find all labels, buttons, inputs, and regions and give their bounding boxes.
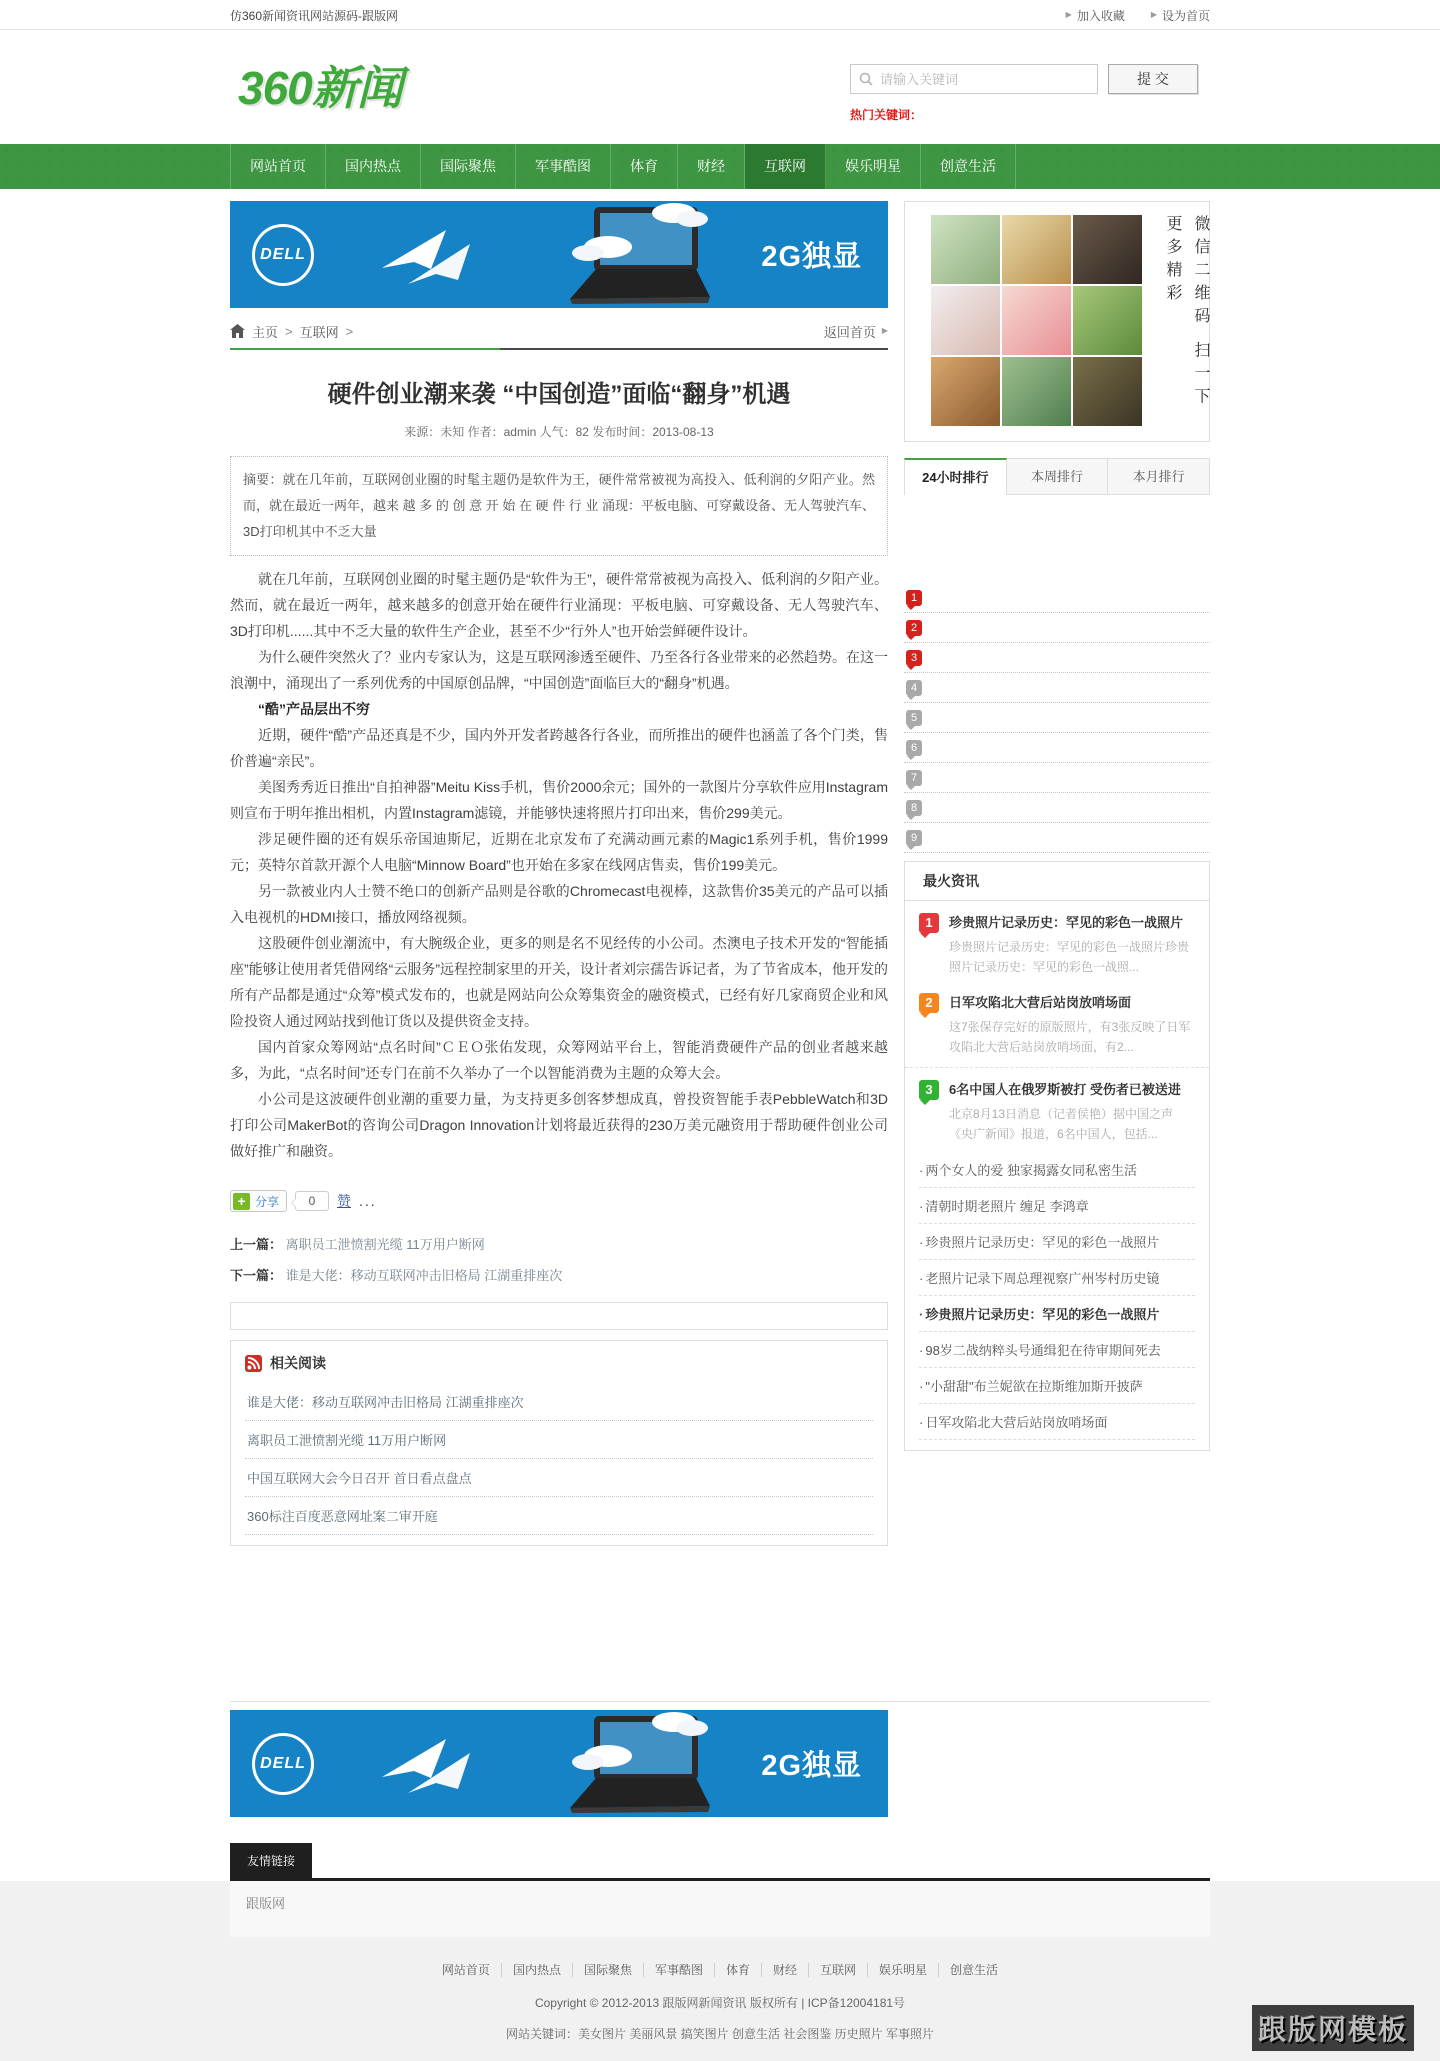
footer-nav-internet[interactable]: 互联网 bbox=[808, 1963, 867, 1977]
sidebar bbox=[904, 201, 1210, 1451]
tab-week-ranking[interactable]: 本周排行 bbox=[1007, 458, 1109, 495]
add-favorite-link[interactable] bbox=[1066, 7, 1125, 24]
prev-label: 上一篇： bbox=[230, 1237, 283, 1252]
photo-thumbnail[interactable] bbox=[931, 215, 1000, 284]
ranking-item[interactable] bbox=[904, 733, 1210, 763]
ranking-item[interactable] bbox=[904, 823, 1210, 853]
share-row bbox=[230, 1190, 888, 1212]
article-paragraph: 另一款被业内人士赞不绝口的创新产品则是谷歌的Chromecast电视棒，这款售价35美元的产品可以插入电视机的HDMI接口，播放网络视频。 bbox=[230, 883, 888, 925]
tab-month-ranking[interactable]: 本月排行 bbox=[1108, 458, 1210, 495]
hot-news-item bbox=[905, 1067, 1209, 1148]
related-link[interactable]: 中国互联网大会今日召开 首日看点盘点 bbox=[245, 1459, 873, 1497]
article-paragraph: 这股硬件创业潮流中，有大腕级企业，更多的则是名不见经传的小公司。杰澳电子技术开发的“智能插座”能够让使用者凭借网络“云服务”远程控制家里的开关，设计者刘宗孺告诉记者，为了节省成本，他开发的所有产品都是通过“众筹”模式发布的，也就是网站向公众筹集资金的融资模式，已经有好几家商贸企业和风险投资人通过网站找到他订货以及提供资金支持。 bbox=[230, 935, 888, 1029]
paper-planes-icon bbox=[374, 1733, 494, 1795]
ranking-item[interactable] bbox=[904, 673, 1210, 703]
hot-news-link[interactable]: · 珍贵照片记录历史：罕见的彩色一战照片 bbox=[919, 1224, 1195, 1260]
ranking-tabs bbox=[904, 458, 1210, 495]
arrow-right-icon: ▶ bbox=[1065, 10, 1072, 19]
photo-thumbnail[interactable] bbox=[1073, 286, 1142, 355]
rank-badge: 3 bbox=[919, 1080, 939, 1100]
hot-news-link[interactable]: · 珍贵照片记录历史：罕见的彩色一战照片 bbox=[919, 1296, 1195, 1332]
hot-news-desc: 北京8月13日消息（记者侯艳）据中国之声《央广新闻》报道，6名中国人，包括... bbox=[949, 1107, 1174, 1141]
back-home-link[interactable] bbox=[824, 322, 888, 341]
dell-ad-banner-top[interactable] bbox=[230, 201, 888, 308]
main-nav bbox=[0, 144, 1440, 189]
header bbox=[0, 30, 1440, 144]
hot-news-link[interactable]: · 清朝时期老照片 缠足 李鸿章 bbox=[919, 1188, 1195, 1224]
ranking-item[interactable] bbox=[904, 643, 1210, 673]
rank-badge: 1 bbox=[919, 913, 939, 933]
hot-news-link[interactable]: 日军攻陷北大营后站岗放哨场面 bbox=[949, 995, 1132, 1010]
laptop-cloud-graphic bbox=[524, 203, 734, 307]
rank-badge: 9 bbox=[906, 830, 922, 846]
page-footer bbox=[0, 1937, 1440, 2042]
photo-thumbnail[interactable] bbox=[1073, 215, 1142, 284]
nav-item-home[interactable]: 网站首页 bbox=[230, 144, 326, 189]
share-more[interactable]: ... bbox=[359, 1193, 377, 1209]
share-label: 分享 bbox=[255, 1194, 280, 1209]
hot-news-link-list bbox=[905, 1148, 1209, 1450]
related-title: 相关阅读 bbox=[270, 1355, 326, 1371]
footer-nav-military[interactable]: 军事酷图 bbox=[643, 1963, 714, 1977]
banner-slogan: 2G独显 bbox=[761, 241, 862, 273]
nav-item-finance[interactable]: 财经 bbox=[678, 144, 745, 189]
page-bottom bbox=[0, 1881, 1440, 2061]
search-box bbox=[850, 64, 1098, 94]
nav-item-sports[interactable]: 体育 bbox=[611, 144, 678, 189]
comment-box[interactable] bbox=[230, 1302, 888, 1330]
hot-news-item bbox=[905, 901, 1209, 981]
rank-badge: 2 bbox=[906, 620, 922, 636]
ranking-item[interactable] bbox=[904, 703, 1210, 733]
copyright: Copyright © 2012-2013 跟版网新闻资讯 版权所有 | ICP备12004181号 bbox=[534, 1996, 906, 2010]
ranking-item[interactable] bbox=[904, 793, 1210, 823]
like-link[interactable]: 赞 bbox=[337, 1193, 352, 1209]
article-paragraph: 为什么硬件突然火了？业内专家认为，这是互联网渗透至硬件、乃至各行各业带来的必然趋势。在这一浪潮中，涌现出了一系列优秀的中国原创品牌，“中国创造”面临巨大的“翻身”机遇。 bbox=[230, 649, 888, 691]
hottest-news-title: 最火资讯 bbox=[905, 862, 1209, 901]
search-input[interactable] bbox=[880, 72, 1089, 87]
hot-news-link[interactable]: 珍贵照片记录历史：罕见的彩色一战照片 bbox=[949, 915, 1184, 930]
article-paragraph: 小公司是这波硬件创业潮的重要力量，为支持更多创客梦想成真，曾投资智能手表PebbleWatch和3D打印公司MakerBot的咨询公司Dragon Innovation计划将最近获得的230万美元融资用于帮助硬件创业公司做好推广和融资。 bbox=[230, 1091, 888, 1159]
photo-thumbnail[interactable] bbox=[1073, 357, 1142, 426]
related-link[interactable]: 360标注百度恶意网址案二审开庭 bbox=[245, 1497, 873, 1535]
friend-links-box bbox=[230, 1881, 1210, 1937]
share-plus-icon: + bbox=[233, 1193, 250, 1210]
article-paragraph: 涉足硬件圈的还有娱乐帝国迪斯尼，近期在北京发布了充满动画元素的Magic1系列手机，售价1999元；英特尔首款开源个人电脑“Minnow Board”也开始在多家在线网店售卖，售价199美元。 bbox=[230, 831, 888, 873]
hot-news-desc: 这7张保存完好的原版照片，有3张反映了日军攻陷北大营后站岗放哨场面，有2... bbox=[949, 1020, 1191, 1054]
breadcrumb-underline bbox=[230, 348, 888, 350]
article-paragraph: 就在几年前，互联网创业圈的时髦主题仍是“软件为王”，硬件常常被视为高投入、低利润的夕阳产业。然而，就在最近一两年，越来越多的创意开始在硬件行业涌现：平板电脑、可穿戴设备、无人驾驶汽车、3D打印机......其中不乏大量的软件生产企业，甚至不少“行外人”也开始尝鲜硬件设计。 bbox=[230, 571, 888, 639]
rss-icon bbox=[245, 1355, 262, 1372]
article-body bbox=[230, 566, 888, 1164]
friend-links-header bbox=[230, 1843, 1210, 1881]
photo-thumbnail[interactable] bbox=[1002, 215, 1071, 284]
dell-ad-banner-bottom[interactable] bbox=[230, 1710, 888, 1817]
nav-item-international[interactable]: 国际聚焦 bbox=[421, 144, 516, 189]
breadcrumb bbox=[230, 314, 888, 348]
footer-nav-domestic[interactable]: 国内热点 bbox=[501, 1963, 572, 1977]
search-submit-button[interactable]: 提 交 bbox=[1108, 64, 1198, 94]
share-button[interactable] bbox=[230, 1190, 287, 1212]
hot-news-item bbox=[905, 981, 1209, 1061]
genban-watermark: 跟版网模板 bbox=[1252, 2005, 1414, 2051]
rank-badge: 4 bbox=[906, 680, 922, 696]
topbar bbox=[0, 0, 1440, 30]
breadcrumb-separator: > bbox=[345, 323, 354, 339]
rank-badge: 3 bbox=[906, 650, 922, 666]
footer-nav bbox=[0, 1937, 1440, 1978]
related-link[interactable]: 离职员工泄愤割光缆 11万用户断网 bbox=[245, 1421, 873, 1459]
ranking-item[interactable] bbox=[904, 583, 1210, 613]
friend-link-genban[interactable]: 跟版网 bbox=[246, 1896, 286, 1911]
footer-nav-entertainment[interactable]: 娱乐明星 bbox=[867, 1963, 938, 1977]
related-reading bbox=[230, 1340, 888, 1546]
hot-news-link[interactable]: · 老照片记录下周总理视察广州岑村历史镜 bbox=[919, 1260, 1195, 1296]
add-favorite-label: 加入收藏 bbox=[1076, 8, 1125, 23]
hottest-news-box bbox=[904, 861, 1210, 1451]
site-keywords: 网站关键词：美女图片 美丽风景 搞笑图片 创意生活 社会图鉴 历史照片 军事照片 bbox=[505, 2027, 934, 2041]
dell-logo-text: DELL bbox=[260, 1754, 306, 1772]
footer-nav-finance[interactable]: 财经 bbox=[761, 1963, 808, 1977]
site-logo[interactable]: 360新闻 bbox=[238, 62, 402, 114]
article-paragraph: 国内首家众筹网站“点名时间”ＣＥＯ张佑发现，众筹网站平台上，智能消费硬件产品的创业者越来越多，为此，“点名时间”还专门在前不久举办了一个以智能消费为主题的众筹大会。 bbox=[230, 1039, 888, 1081]
arrow-right-icon: ▶ bbox=[1150, 10, 1157, 19]
topbar-links bbox=[1066, 7, 1210, 24]
set-homepage-label: 设为首页 bbox=[1161, 8, 1210, 23]
nav-item-entertainment[interactable]: 娱乐明星 bbox=[826, 144, 921, 189]
hot-news-desc: 珍贵照片记录历史：罕见的彩色一战照片珍贵照片记录历史：罕见的彩色一战照... bbox=[949, 940, 1190, 974]
footer-nav-sports[interactable]: 体育 bbox=[714, 1963, 761, 1977]
search-zone bbox=[850, 64, 1202, 123]
prev-next bbox=[230, 1234, 888, 1284]
dell-logo bbox=[252, 224, 314, 286]
next-article-link[interactable]: 谁是大佬：移动互联网冲击旧格局 江湖重排座次 bbox=[285, 1268, 563, 1283]
ranking-item[interactable] bbox=[904, 613, 1210, 643]
arrow-right-icon: ▶ bbox=[881, 326, 888, 335]
content-bottom-divider bbox=[230, 1701, 1210, 1702]
hot-news-link[interactable]: · 98岁二战纳粹头号通缉犯在待审期间死去 bbox=[919, 1332, 1195, 1368]
photo-thumbnail[interactable] bbox=[1002, 286, 1071, 355]
article-title: 硬件创业潮来袭 “中国创造”面临“翻身”机遇 bbox=[327, 381, 791, 408]
nav-item-internet-active[interactable]: 互联网 bbox=[745, 144, 826, 189]
rank-badge: 5 bbox=[906, 710, 922, 726]
set-homepage-link[interactable] bbox=[1151, 7, 1210, 24]
rank-badge: 6 bbox=[906, 740, 922, 756]
dell-logo bbox=[252, 1733, 314, 1795]
dell-logo-text: DELL bbox=[260, 245, 306, 263]
prev-article-link[interactable]: 离职员工泄愤割光缆 11万用户断网 bbox=[285, 1237, 485, 1252]
wechat-qr-box bbox=[904, 201, 1210, 442]
footer-nav-international[interactable]: 国际聚焦 bbox=[572, 1963, 643, 1977]
nav-item-domestic[interactable]: 国内热点 bbox=[326, 144, 421, 189]
paper-planes-icon bbox=[374, 224, 494, 286]
article-summary: 摘要：就在几年前，互联网创业圈的时髦主题仍是软件为王，硬件常常被视为高投入、低利润的夕阳产业。然而，就在最近一两年，越来 越 多 的 创 意 开 始 在 硬 件 行 业 涌现：平板电脑、可穿戴设备、无人驾驶汽车、3D打印机其中不乏大量 bbox=[230, 456, 888, 556]
article-meta: 来源：未知 作者：admin 人气：82 发布时间：2013-08-13 bbox=[404, 425, 714, 439]
home-icon bbox=[230, 324, 245, 338]
article-subheading: “酷”产品层出不穷 bbox=[258, 701, 370, 717]
back-home-label: 返回首页 bbox=[823, 324, 876, 340]
search-icon bbox=[859, 72, 873, 86]
rank-badge: 8 bbox=[906, 800, 922, 816]
photo-grid bbox=[931, 215, 1142, 428]
next-label: 下一篇： bbox=[230, 1268, 283, 1283]
photo-thumbnail[interactable] bbox=[931, 286, 1000, 355]
related-link[interactable]: 谁是大佬：移动互联网冲击旧格局 江湖重排座次 bbox=[245, 1383, 873, 1421]
rank-badge: 1 bbox=[906, 590, 922, 606]
wechat-qr-text: 微信二维码 扫一下 更多精彩 bbox=[1164, 215, 1209, 411]
laptop-cloud-graphic bbox=[524, 1712, 734, 1816]
footer-nav-home[interactable]: 网站首页 bbox=[441, 1963, 490, 1977]
rank-badge: 7 bbox=[906, 770, 922, 786]
nav-item-military[interactable]: 军事酷图 bbox=[516, 144, 611, 189]
hot-keywords-label: 热门关键词： bbox=[850, 108, 923, 122]
breadcrumb-separator: > bbox=[285, 323, 293, 339]
photo-thumbnail[interactable] bbox=[1002, 357, 1071, 426]
article-paragraph: 美图秀秀近日推出“自拍神器”Meitu Kiss手机，售价2000余元；国外的一款图片分享软件应用Instagram则宣布于明年推出相机，内置Instagram滤镜，并能够快速将照片打印出来，售价299美元。 bbox=[230, 779, 888, 821]
friend-links-tab: 友情链接 bbox=[230, 1843, 312, 1878]
ranking-list bbox=[904, 583, 1210, 853]
footer-nav-creative[interactable]: 创意生活 bbox=[938, 1963, 1009, 1977]
breadcrumb-home[interactable]: 主页 bbox=[252, 324, 279, 340]
hot-news-link[interactable]: · "小甜甜"布兰妮欲在拉斯维加斯开披萨 bbox=[919, 1368, 1195, 1404]
photo-thumbnail[interactable] bbox=[931, 357, 1000, 426]
share-count-badge: 0 bbox=[295, 1191, 329, 1211]
tab-24h-ranking[interactable]: 24小时排行 bbox=[904, 458, 1007, 495]
site-title: 仿360新闻资讯网站源码-跟版网 bbox=[230, 8, 399, 23]
ranking-item[interactable] bbox=[904, 763, 1210, 793]
hot-news-link[interactable]: · 日军攻陷北大营后站岗放哨场面 bbox=[919, 1404, 1195, 1440]
banner-slogan: 2G独显 bbox=[761, 1750, 862, 1782]
breadcrumb-section[interactable]: 互联网 bbox=[299, 324, 339, 340]
hot-news-link[interactable]: 6名中国人在俄罗斯被打 受伤者已被送进 bbox=[949, 1082, 1181, 1097]
hot-news-link[interactable]: · 两个女人的爱 独家揭露女同私密生活 bbox=[919, 1152, 1195, 1188]
nav-item-creative[interactable]: 创意生活 bbox=[921, 144, 1016, 189]
rank-badge: 2 bbox=[919, 993, 939, 1013]
article-paragraph: 近期，硬件“酷”产品还真是不少，国内外开发者跨越各行各业，而所推出的硬件也涵盖了各个门类，售价普遍“亲民”。 bbox=[230, 727, 888, 769]
content-column bbox=[230, 201, 888, 1546]
